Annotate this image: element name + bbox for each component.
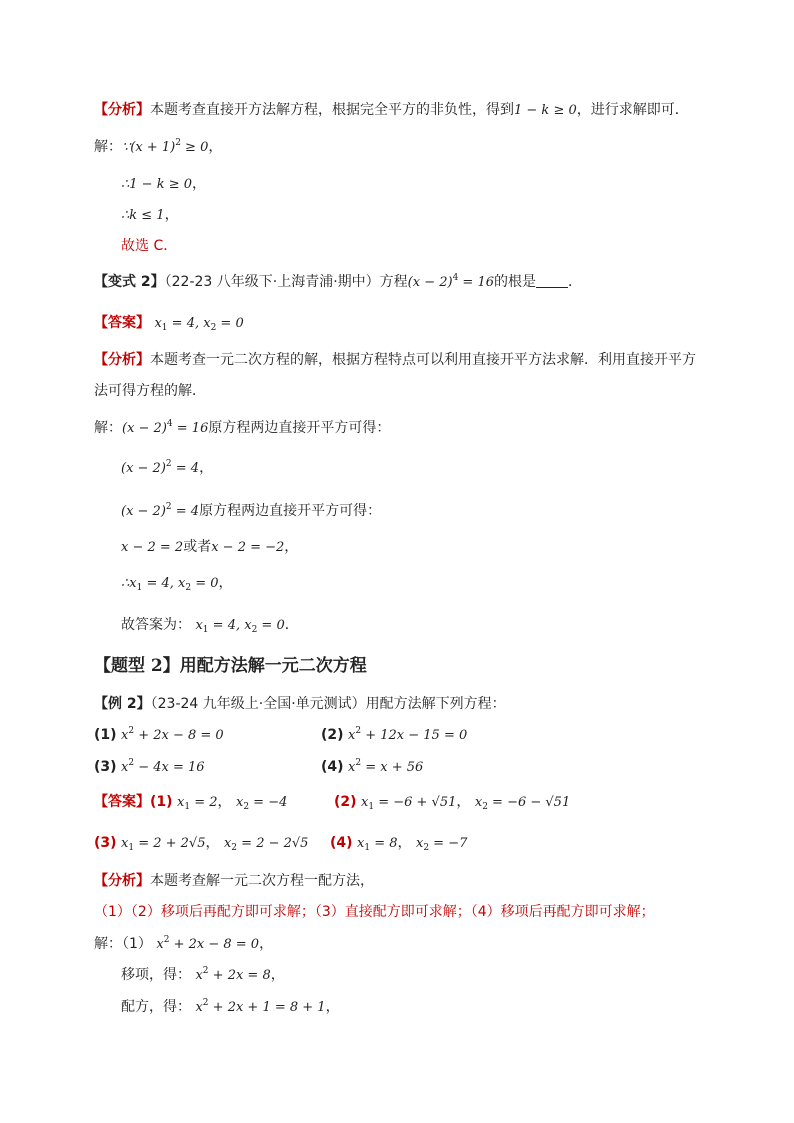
math-expression: $x^2 + 2x - 8 = 0$ — [156, 935, 260, 952]
math-expression: $(x - 2)^4 = 16$ — [407, 273, 494, 290]
math-expression: $(x - 2)^2 = 4$ — [121, 459, 200, 476]
math-expression: $\therefore x_1 = 4$, $x_2 = 0$ — [121, 576, 219, 593]
analysis-text: 本题考查一元二次方程的解，根据方程特点可以利用直接开平方法求解．利用直接开平方 — [150, 352, 696, 368]
math-expression: $x^2 + 2x + 1 = 8 + 1$ — [195, 998, 326, 1015]
math-expression: x − 2 = 2 — [121, 540, 184, 555]
punctuation: ， — [205, 835, 220, 851]
math-expression: ∴1 − k ≥ 0 — [121, 177, 193, 192]
item-number: (1) — [150, 794, 173, 810]
analysis-line — [94, 350, 696, 370]
item-number: (3) — [94, 835, 117, 851]
math-expression: ∴k ≤ 1 — [121, 208, 165, 223]
punctuation: ， — [208, 139, 223, 155]
solution-lead: 解： — [94, 139, 122, 155]
solution-step — [121, 537, 298, 558]
equation-item — [94, 725, 224, 746]
math-expression: $x^2 - 4x = 16$ — [121, 758, 205, 775]
math-expression: $(x - 2)^4 = 16$ — [122, 419, 209, 436]
analysis-tag: 【分析】 — [94, 352, 150, 368]
punctuation: ． — [284, 617, 299, 633]
punctuation: ， — [456, 794, 471, 810]
math-expression: $x_1 = 8$ — [357, 836, 398, 853]
question-text: 方程 — [379, 274, 408, 290]
example-tag: 【例 2】 — [94, 696, 151, 712]
math-expression: $x_1 = 4$, $x_2 = 0$ — [195, 618, 285, 635]
answer-item — [330, 833, 467, 854]
answer-line — [94, 792, 287, 813]
analysis-tag: 【分析】 — [94, 873, 150, 889]
answer-blank — [536, 273, 568, 288]
example-question — [94, 694, 506, 714]
punctuation: ， — [270, 967, 285, 983]
analysis-text: 本题考查解一元二次方程一配方法， — [150, 873, 374, 889]
solution-step — [121, 997, 340, 1018]
solution-line — [94, 137, 222, 158]
punctuation: ， — [284, 539, 299, 555]
variant-tag: 【变式 2】 — [94, 274, 165, 290]
math-expression: $x_1 = 2 + 2√5$ — [121, 836, 206, 853]
item-number: (2) — [334, 794, 357, 810]
solution-step — [121, 965, 285, 986]
solution-text: 或者 — [183, 539, 212, 555]
answer-item — [94, 833, 308, 854]
math-expression: $(x - 2)^2 = 4$ — [121, 502, 200, 519]
math-expression: 1 − k ≥ 0 — [514, 103, 577, 118]
question-text: 用配方法解下列方程： — [365, 696, 506, 712]
punctuation: ， — [397, 835, 412, 851]
question-source: （23-24 九年级上·全国·单元测试） — [150, 696, 366, 712]
punctuation: ， — [259, 936, 274, 952]
solution-text: 原方程两边直接开平方可得： — [208, 420, 391, 436]
item-number: (4) — [330, 835, 353, 851]
answer-tag: 【答案】 — [94, 794, 150, 810]
equation-item — [94, 757, 205, 778]
analysis-tail: ，进行求解即可． — [576, 102, 689, 118]
question-tail: 的根是 — [494, 274, 536, 290]
math-expression: $x_2 = -7$ — [415, 836, 468, 853]
math-expression: $x^2 + 2x = 8$ — [195, 966, 271, 983]
equation-item — [321, 757, 423, 778]
answer-line — [94, 313, 244, 334]
punctuation: ， — [218, 575, 233, 591]
math-expression: $x_1 = -6 + √51$ — [361, 795, 457, 812]
question-source: （22-23 八年级下·上海青浦·期中） — [164, 274, 380, 290]
math-expression: $x_2 = 2 - 2√5$ — [223, 836, 309, 853]
analysis-line — [94, 871, 374, 891]
solution-step — [121, 205, 179, 226]
item-number: (2) — [321, 727, 344, 743]
method-summary: （1）（2）移项后再配方即可求解；（3）直接配方即可求解；（4）移项后再配方即可求解； — [94, 904, 655, 920]
solution-lead: 解：（1） — [94, 936, 152, 952]
solution-line — [94, 418, 390, 439]
section-heading: 【题型 2】用配方法解一元二次方程 — [94, 656, 367, 676]
item-number: (3) — [94, 759, 117, 775]
equation-item — [321, 725, 467, 746]
step-label: 移项，得： — [121, 967, 191, 983]
solution-step — [121, 501, 381, 522]
math-expression: $x_1 = 2$ — [177, 795, 218, 812]
solution-step — [121, 458, 213, 479]
math-expression: x − 2 = −2 — [211, 540, 285, 555]
math-expression: $x^2 + 12x - 15 = 0$ — [348, 726, 468, 743]
answer-item — [334, 792, 570, 813]
punctuation: ， — [192, 176, 207, 192]
step-label: 配方，得： — [121, 999, 191, 1015]
solution-line — [94, 934, 273, 955]
punctuation: ， — [199, 460, 214, 476]
solution-step — [121, 573, 233, 594]
analysis-text: 本题考查直接开方法解方程，根据完全平方的非负性，得到 — [150, 102, 514, 118]
analysis-text-cont: 法可得方程的解． — [94, 383, 206, 399]
answer-tag: 【答案】 — [94, 315, 150, 331]
solution-lead: 解： — [94, 420, 122, 436]
punctuation: ， — [164, 207, 179, 223]
punctuation: ， — [325, 999, 340, 1015]
solution-text: 原方程两边直接开平方可得： — [199, 503, 382, 519]
math-expression: $x_2 = -4$ — [235, 795, 288, 812]
item-number: (4) — [321, 759, 344, 775]
math-expression: $x_2 = -6 - √51$ — [474, 795, 571, 812]
final-answer — [121, 615, 299, 636]
choice-answer: 故选 C． — [121, 238, 178, 254]
analysis-line — [94, 100, 689, 121]
math-expression: $x^2 + 2x - 8 = 0$ — [121, 726, 224, 743]
final-answer-label: 故答案为： — [121, 617, 191, 633]
item-number: (1) — [94, 727, 117, 743]
math-expression: $x_1 = 4$, $x_2 = 0$ — [154, 316, 244, 333]
analysis-tag: 【分析】 — [94, 102, 150, 118]
math-expression: ∵(x + 1)$^2$ ≥ 0 — [122, 138, 209, 155]
variant-question — [94, 272, 582, 293]
punctuation: ． — [568, 274, 582, 290]
math-expression: $x^2 = x + 56$ — [348, 758, 424, 775]
solution-step — [121, 174, 206, 195]
punctuation: ， — [217, 794, 232, 810]
